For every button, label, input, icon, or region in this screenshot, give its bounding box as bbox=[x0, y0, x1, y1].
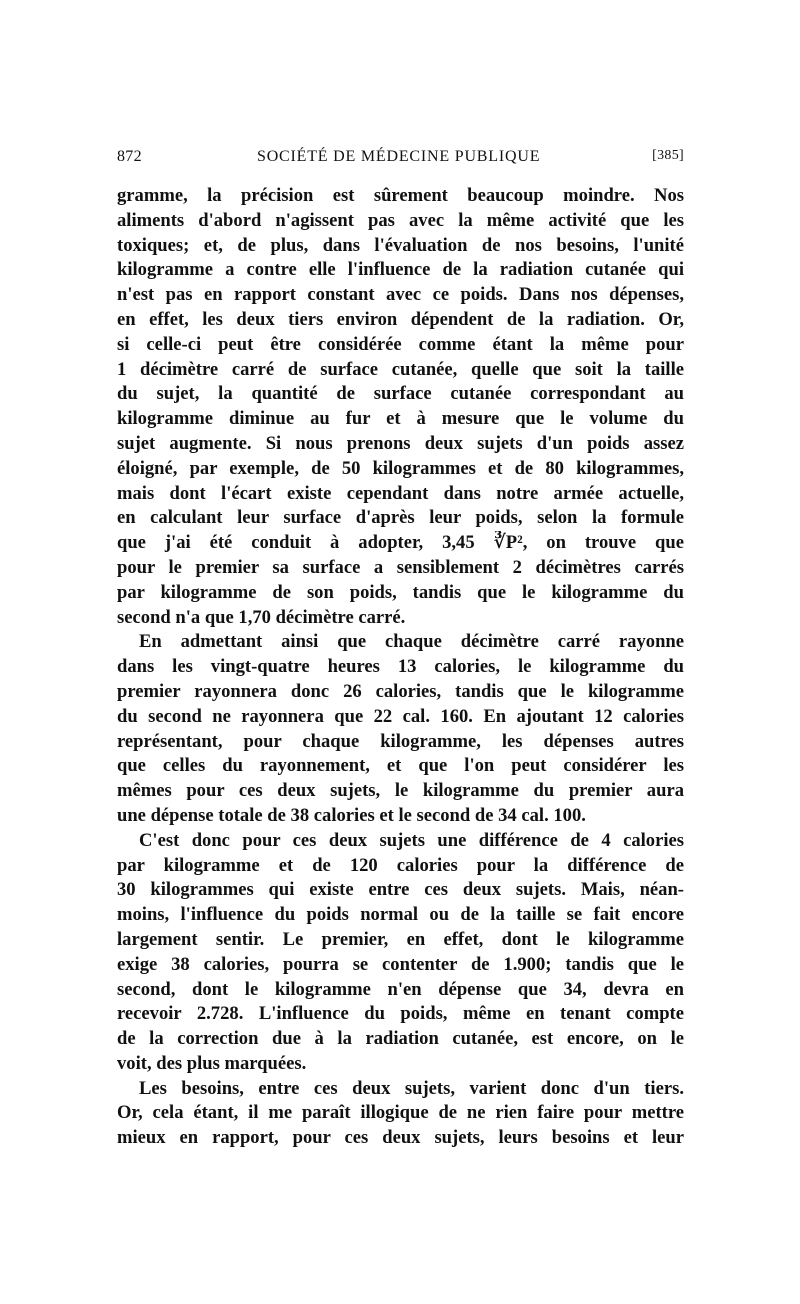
text-line: sujet augmente. Si nous prenons deux sujets d'un poids assez bbox=[117, 432, 684, 454]
text-line: dans les vingt-quatre heures 13 calories, le kilogramme du bbox=[117, 656, 684, 678]
running-title: SOCIÉTÉ DE MÉDECINE PUBLIQUE bbox=[257, 148, 541, 165]
text-line: mais dont l'écart existe cependant dans notre armée actuelle, bbox=[117, 482, 684, 504]
text-line: moins, l'influence du poids normal ou de la taille se fait encore bbox=[117, 904, 684, 926]
text-line: En admettant ainsi que chaque décimètre carré rayonne bbox=[139, 631, 684, 653]
text-line: que j'ai été conduit à adopter, 3,45 ∛P², on trouve que bbox=[117, 532, 684, 554]
text-line: si celle-ci peut être considérée comme étant la même pour bbox=[117, 333, 684, 355]
text-line: que celles du rayonnement, et que l'on peut considérer les bbox=[117, 755, 684, 777]
text-line: kilogramme diminue au fur et à mesure que le volume du bbox=[117, 408, 684, 430]
paragraph bbox=[117, 829, 684, 1077]
text-line: exige 38 calories, pourra se contenter de 1.900; tandis que le bbox=[117, 953, 684, 975]
text-line: Or, cela étant, il me paraît illogique de ne rien faire pour mettre bbox=[117, 1102, 684, 1124]
text-line: représentant, pour chaque kilogramme, les dépenses autres bbox=[117, 730, 684, 752]
paragraph bbox=[117, 184, 684, 630]
text-line: de la correction due à la radiation cutanée, est encore, on le bbox=[117, 1028, 684, 1050]
paragraph bbox=[117, 1077, 684, 1151]
bracket-reference: [385] bbox=[652, 148, 684, 163]
text-line: pour le premier sa surface a sensiblement 2 décimètres carrés bbox=[117, 556, 684, 578]
text-line: second n'a que 1,70 décimètre carré. bbox=[117, 606, 406, 628]
text-line: C'est donc pour ces deux sujets une différence de 4 calories bbox=[139, 829, 684, 851]
text-line: kilogramme a contre elle l'influence de la radiation cutanée qui bbox=[117, 259, 684, 281]
text-line: en calculant leur surface d'après leur poids, selon la formule bbox=[117, 507, 684, 529]
text-line: recevoir 2.728. L'influence du poids, même en tenant compte bbox=[117, 1003, 684, 1025]
text-line: voit, des plus marquées. bbox=[117, 1052, 307, 1074]
text-line: par kilogramme et de 120 calories pour la différence de bbox=[117, 854, 684, 876]
text-line: toxiques; et, de plus, dans l'évaluation de nos besoins, l'unité bbox=[117, 234, 684, 256]
paragraph bbox=[117, 630, 684, 828]
text-line: second, dont le kilogramme n'en dépense que 34, devra en bbox=[117, 978, 684, 1000]
text-line: Les besoins, entre ces deux sujets, varient donc d'un tiers. bbox=[139, 1077, 684, 1099]
text-line: du sujet, la quantité de surface cutanée correspondant au bbox=[117, 383, 684, 405]
text-line: n'est pas en rapport constant avec ce poids. Dans nos dépenses, bbox=[117, 284, 684, 306]
text-line: du second ne rayonnera que 22 cal. 160. En ajoutant 12 calories bbox=[117, 705, 684, 727]
text-line: une dépense totale de 38 calories et le second de 34 cal. 100. bbox=[117, 804, 586, 826]
text-line: mieux en rapport, pour ces deux sujets, leurs besoins et leur bbox=[117, 1127, 684, 1149]
text-line: 1 décimètre carré de surface cutanée, quelle que soit la taille bbox=[117, 358, 684, 380]
text-line: par kilogramme de son poids, tandis que le kilogramme du bbox=[117, 581, 684, 603]
text-line: éloigné, par exemple, de 50 kilogrammes et de 80 kilogrammes, bbox=[117, 457, 684, 479]
text-line: 30 kilogrammes qui existe entre ces deux sujets. Mais, néan- bbox=[117, 879, 684, 901]
text-line: mêmes pour ces deux sujets, le kilogramme du premier aura bbox=[117, 780, 684, 802]
text-line: aliments d'abord n'agissent pas avec la même activité que les bbox=[117, 209, 684, 231]
text-line: premier rayonnera donc 26 calories, tandis que le kilogramme bbox=[117, 680, 684, 702]
text-line: en effet, les deux tiers environ dépendent de la radiation. Or, bbox=[117, 308, 684, 330]
text-line: largement sentir. Le premier, en effet, dont le kilogramme bbox=[117, 928, 684, 950]
body-text bbox=[117, 184, 684, 1151]
running-head bbox=[117, 148, 684, 172]
text-line: gramme, la précision est sûrement beaucoup moindre. Nos bbox=[117, 185, 684, 206]
page-number: 872 bbox=[117, 148, 142, 165]
